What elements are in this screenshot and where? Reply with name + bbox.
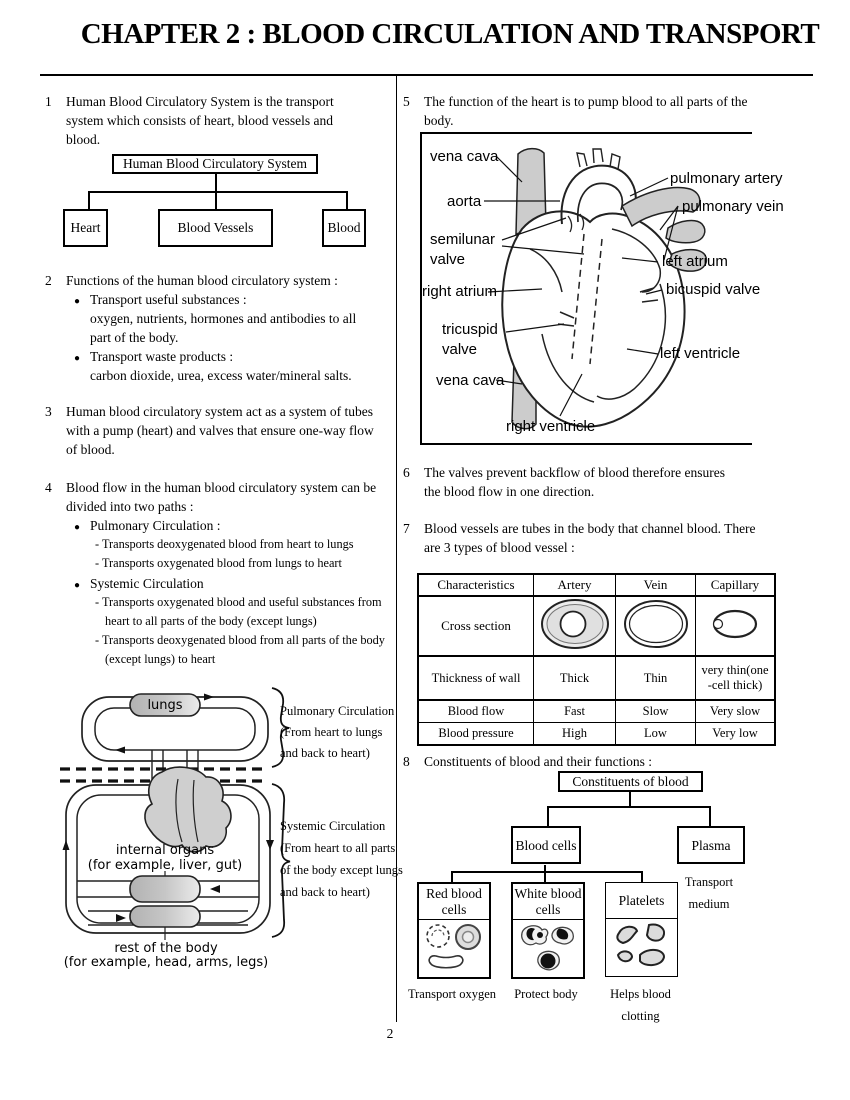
item-8	[403, 752, 833, 771]
cell-value: Slow	[616, 700, 696, 723]
circulatory-system-flowchart	[45, 154, 393, 254]
item-2	[45, 271, 393, 385]
bullet-head: Pulmonary Circulation :	[90, 518, 221, 533]
item-text: Human blood circulatory system act as a system of tubes with a pump (heart) and valves that ensure one-way flow of blood.	[66, 404, 374, 457]
connector-line	[641, 873, 643, 882]
internal-organs-label	[78, 843, 252, 873]
header-divider	[40, 74, 813, 76]
white-blood-cells-box	[511, 882, 585, 979]
right-atrium-label: right atrium	[422, 283, 498, 300]
white-blood-cells-caption: Protect body	[514, 987, 578, 1001]
capillary-cross-section-image	[707, 605, 763, 643]
bullet-item	[66, 516, 393, 535]
flowchart-root-box: Human Blood Circulatory System	[112, 154, 318, 174]
right-ventricle-label: right ventricle	[506, 418, 596, 435]
bicuspid-valve-label: bicuspid valve	[666, 281, 761, 298]
pulmonary-sub: (From heart to lungs and back to heart)	[280, 724, 383, 760]
pulmonary-circulation-note	[280, 701, 402, 764]
item-number: 3	[45, 404, 52, 419]
blood-cells-box: Blood cells	[511, 826, 581, 864]
table-header-row	[418, 574, 775, 596]
table-row-thickness	[418, 656, 775, 700]
item-text: Human Blood Circulatory System is the transport system which consists of heart, blood vessels and blood.	[66, 94, 334, 147]
page-title: CHAPTER 2 : BLOOD CIRCULATION AND TRANSPORT	[80, 18, 820, 50]
item-4	[45, 478, 393, 670]
flowchart-blood-vessels-box: Blood Vessels	[158, 209, 273, 247]
table-row-blood-pressure	[418, 723, 775, 746]
row-label: Cross section	[418, 596, 534, 656]
platelets-sketch	[611, 921, 673, 973]
dash-item: - Transports deoxygenated blood from all parts of the body (except lungs) to heart	[95, 633, 385, 667]
rest-of-body-line1: rest of the body	[114, 940, 218, 956]
bullet-item	[66, 574, 393, 593]
connector-line	[346, 193, 348, 209]
red-blood-cells-caption: Transport oxygen	[407, 987, 497, 1001]
vein-cross-section-image	[621, 599, 691, 649]
artery-cross-section-image	[538, 598, 612, 650]
cell-value: Very low	[696, 723, 776, 746]
item-number: 8	[403, 754, 410, 769]
semilunar-valve-label: semilunar valve	[430, 231, 496, 268]
internal-organs-line1: internal organs	[115, 842, 215, 858]
bullet-item	[66, 347, 393, 385]
item-3	[45, 402, 393, 459]
dash-item: - Transports deoxygenated blood from heart to lungs	[95, 537, 354, 551]
aorta-label: aorta	[447, 193, 482, 210]
header-characteristics: Characteristics	[418, 574, 534, 596]
platelets-caption: Helps blood clotting	[610, 987, 671, 1023]
connector-line	[547, 808, 549, 826]
platelets-image	[606, 919, 677, 975]
internal-organs-line2: (for example, liver, gut)	[87, 857, 243, 873]
item-1	[45, 92, 393, 149]
cell-value: Fast	[534, 700, 616, 723]
item-number: 1	[45, 94, 52, 109]
systemic-circulation-note	[280, 815, 404, 903]
header-capillary: Capillary	[696, 574, 776, 596]
row-label: Thickness of wall	[418, 656, 534, 700]
pulmonary-vein-label: pulmonary vein	[682, 198, 784, 215]
right-column	[403, 92, 833, 1021]
connector-line	[629, 792, 631, 806]
left-column	[45, 92, 403, 976]
bullet-body: carbon dioxide, urea, excess water/mineral salts.	[90, 368, 352, 383]
bullet-item	[66, 290, 393, 347]
item-number: 4	[45, 480, 52, 495]
left-ventricle-label: left ventricle	[660, 345, 741, 362]
cell-value: Thin	[616, 656, 696, 700]
platelets-title: Platelets	[606, 883, 677, 919]
connector-line	[709, 808, 711, 826]
cell-value: Very slow	[696, 700, 776, 723]
dash-item: - Transports oxygenated blood from lungs to heart	[95, 556, 342, 571]
white-blood-cells-title: White blood cells	[513, 884, 583, 920]
tricuspid-valve-label: tricuspid valve	[442, 321, 498, 358]
artery-cross-section	[534, 596, 616, 656]
connector-line	[88, 191, 348, 193]
pulmonary-title: Pulmonary Circulation	[280, 703, 395, 718]
connector-line	[544, 873, 546, 882]
bullet-icon: ●	[74, 353, 81, 364]
red-blood-cells-title: Red blood cells	[419, 884, 489, 920]
row-label: Blood pressure	[418, 723, 534, 746]
red-blood-cells-image	[419, 920, 489, 976]
item-6	[403, 463, 833, 501]
constituents-diagram	[403, 771, 833, 1021]
table-row-cross-section	[418, 596, 775, 656]
bullet-body: oxygen, nutrients, hormones and antibodies to all part of the body.	[90, 311, 357, 345]
lungs-label: lungs	[147, 697, 183, 713]
item-text: Constituents of blood and their functions :	[424, 754, 652, 769]
bullet-head: Transport waste products :	[90, 349, 234, 364]
connector-line	[451, 873, 453, 882]
connector-line	[215, 174, 217, 191]
connector-line	[88, 193, 90, 209]
cell-value: very thin(one -cell thick)	[696, 656, 776, 700]
bullet-icon: ●	[74, 522, 81, 533]
item-number: 2	[45, 273, 52, 288]
red-blood-cells-box	[417, 882, 491, 979]
flowchart-blood-box: Blood	[322, 209, 366, 247]
cell-value: High	[534, 723, 616, 746]
plasma-box: Plasma	[677, 826, 745, 864]
dash-list	[95, 535, 393, 574]
dash-list	[95, 593, 393, 670]
vessel-table	[417, 573, 776, 746]
capillary-cross-section	[696, 596, 776, 656]
item-number: 5	[403, 94, 410, 109]
header-vein: Vein	[616, 574, 696, 596]
rest-of-body-line2: (for example, head, arms, legs)	[63, 954, 269, 970]
heart-diagram	[420, 132, 784, 445]
item-number: 7	[403, 521, 410, 536]
plasma-note: Transport medium	[684, 875, 734, 911]
connector-line	[547, 806, 711, 808]
header-artery: Artery	[534, 574, 616, 596]
item-number: 6	[403, 465, 410, 480]
left-atrium-label: left atrium	[662, 253, 728, 270]
systemic-title: Systemic Circulation	[280, 818, 386, 833]
circulation-sketch	[60, 684, 293, 976]
rest-of-body-label	[60, 942, 272, 970]
item-text: The function of the heart is to pump blood to all parts of the body.	[424, 94, 748, 128]
vena-cava-top-label: vena cava	[430, 148, 499, 165]
bullet-head: Systemic Circulation	[90, 575, 204, 591]
systemic-sub: (From heart to all parts of the body except lungs and back to heart)	[280, 840, 403, 899]
white-blood-cells-image	[513, 920, 583, 976]
flowchart-heart-box: Heart	[63, 209, 108, 247]
red-blood-cells-sketch	[423, 922, 485, 974]
cell-value: Thick	[534, 656, 616, 700]
vein-cross-section	[616, 596, 696, 656]
item-7	[403, 519, 833, 557]
white-blood-cells-sketch	[517, 922, 579, 974]
bullet-head: Transport useful substances :	[90, 292, 247, 307]
cell-value: Low	[616, 723, 696, 746]
platelets-box	[605, 882, 678, 977]
circulation-diagram	[60, 684, 403, 976]
row-label: Blood flow	[418, 700, 534, 723]
item-text: Functions of the human blood circulatory system :	[66, 273, 338, 288]
constituents-root-box: Constituents of blood	[558, 771, 703, 792]
bullet-icon: ●	[74, 579, 81, 591]
bullet-icon: ●	[74, 296, 81, 307]
item-text: Blood flow in the human blood circulatory system can be divided into two paths :	[66, 480, 377, 514]
dash-item: - Transports oxygenated blood and useful substances from heart to all parts of the body (except lungs)	[95, 594, 382, 628]
pulmonary-artery-label: pulmonary artery	[670, 170, 783, 187]
item-5	[403, 92, 833, 130]
connector-line	[215, 193, 217, 209]
vena-cava-bottom-label: vena cava	[436, 372, 505, 389]
page-number: 2	[386, 1026, 394, 1041]
item-text: Blood vessels are tubes in the body that channel blood. There are 3 types of blood vessel :	[424, 521, 756, 555]
table-row-blood-flow	[418, 700, 775, 723]
item-text: The valves prevent backflow of blood therefore ensures the blood flow in one direction.	[424, 465, 726, 499]
connector-line	[451, 871, 643, 873]
